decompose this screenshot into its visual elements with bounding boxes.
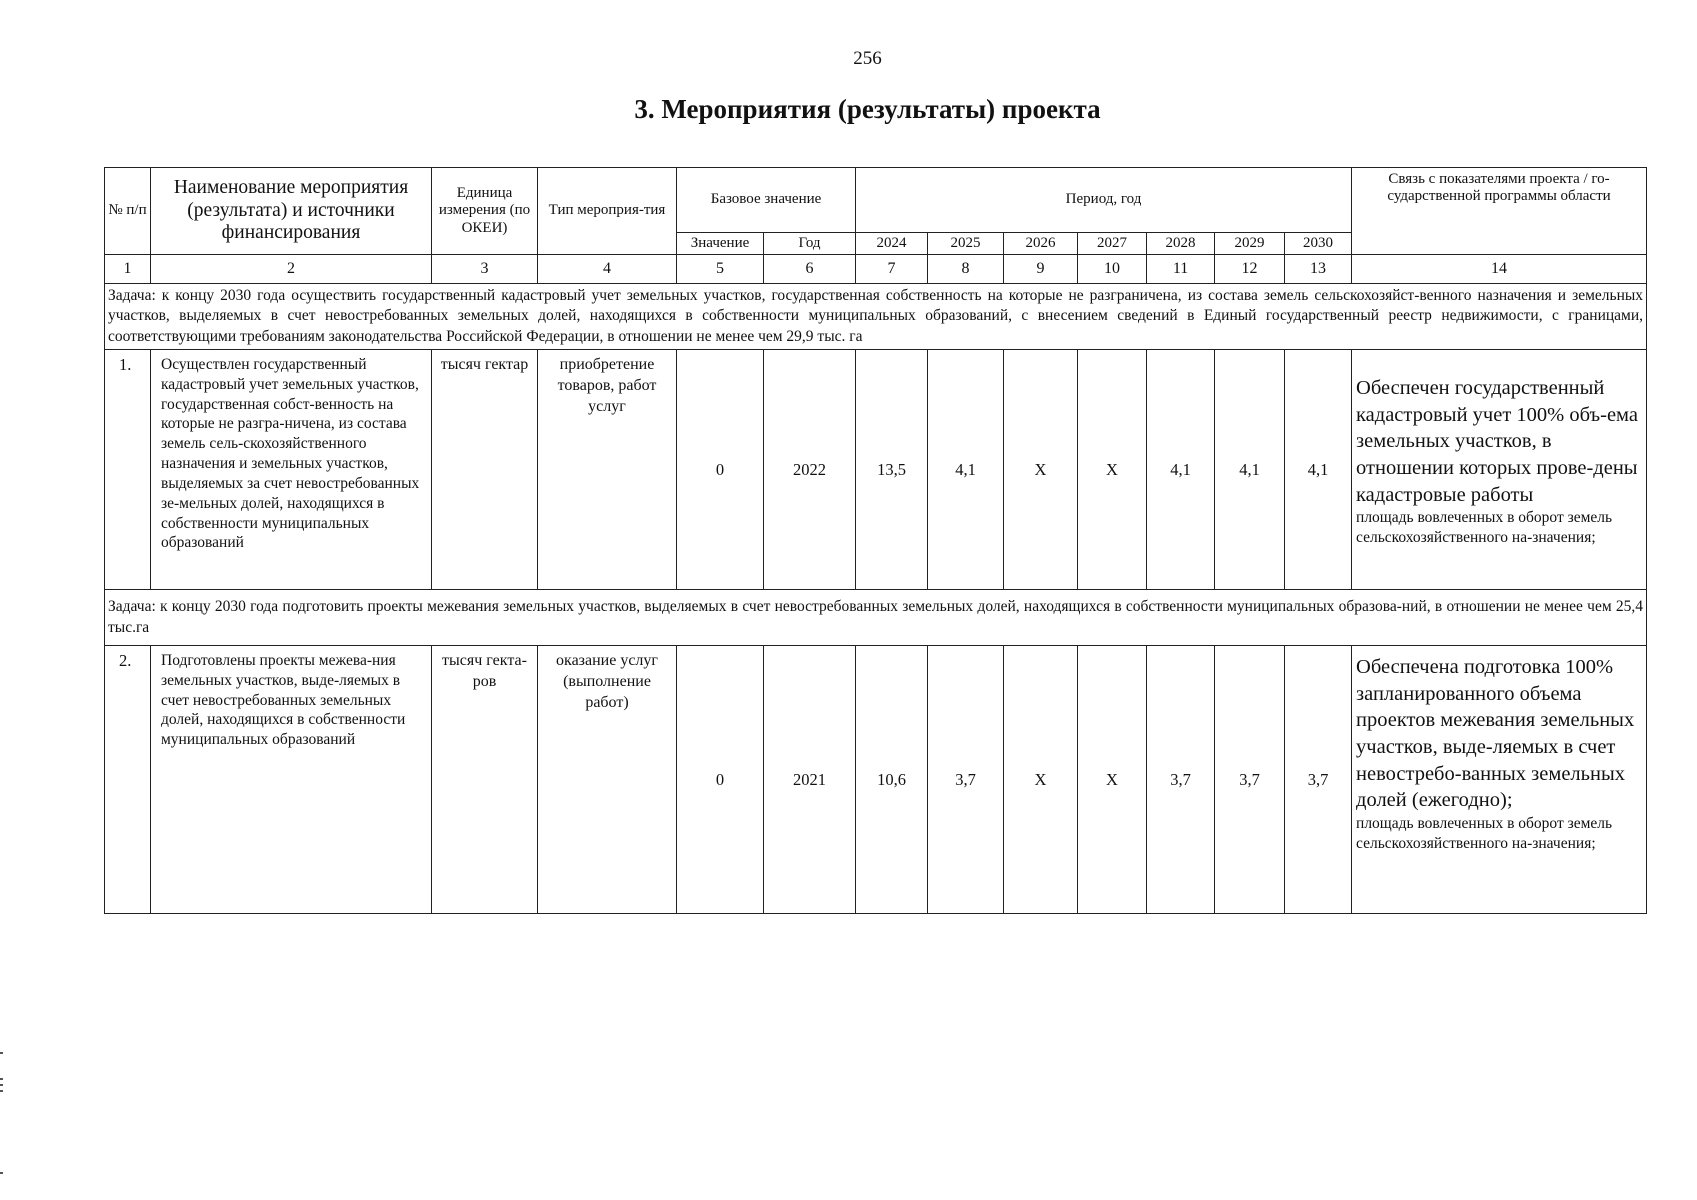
relation-main: Обеспечена подготовка 100% запланированного объема проектов межевания земельных участков, выде-ляемых в счет невостребо-ванных земельных долей (ежегодно); [1356, 656, 1635, 812]
page-number: 256 [853, 48, 882, 69]
column-number: 14 [1352, 255, 1647, 284]
column-number: 8 [928, 255, 1004, 284]
header-base-year: Год [764, 233, 856, 255]
column-number: 11 [1147, 255, 1215, 284]
year-value: Х [1004, 646, 1078, 914]
row-number: 2. [105, 646, 151, 914]
task-row [105, 590, 1647, 646]
header-year: 2028 [1147, 233, 1215, 255]
scan-mark [0, 1090, 3, 1092]
header-year: 2027 [1078, 233, 1147, 255]
measure-name: Осуществлен государственный кадастровый учет земельных участков, государственная собст-венность на которые не разгра-ничена, из состава земель сель-скохозяйственного назначения и земельных участков, выделяемых за счет невостребованных зе-мельных долей, находящихся в собственности муниципальных образований [151, 350, 432, 590]
column-numbers-row [105, 255, 1647, 284]
year-value: 10,6 [856, 646, 928, 914]
scan-mark [0, 1084, 3, 1086]
column-number: 13 [1285, 255, 1352, 284]
year-value: 13,5 [856, 350, 928, 590]
year-value: Х [1078, 350, 1147, 590]
header-base-value: Значение [677, 233, 764, 255]
column-number: 7 [856, 255, 928, 284]
year-value: 3,7 [928, 646, 1004, 914]
task-row [105, 284, 1647, 350]
scan-mark [0, 1078, 3, 1080]
measure-type: приобретение товаров, работ услуг [538, 350, 677, 590]
page-title: 3. Мероприятия (результаты) проекта [634, 94, 1101, 124]
scan-mark [0, 1172, 3, 1174]
year-value: 4,1 [1147, 350, 1215, 590]
header-year: 2025 [928, 233, 1004, 255]
year-value: 4,1 [928, 350, 1004, 590]
column-number: 4 [538, 255, 677, 284]
year-value: 3,7 [1215, 646, 1285, 914]
column-number: 10 [1078, 255, 1147, 284]
header-name: Наименование мероприятия (результата) и источники финансирования [151, 168, 432, 255]
row-number: 1. [105, 350, 151, 590]
relation-sub: площадь вовлеченных в оборот земель сельскохозяйственного на-значения; [1356, 814, 1613, 852]
header-type: Тип мероприя-тия [538, 168, 677, 255]
year-value: 3,7 [1147, 646, 1215, 914]
header-num: № п/п [105, 168, 151, 255]
column-number: 3 [432, 255, 538, 284]
task-text: Задача: к концу 2030 года подготовить проекты межевания земельных участков, выделяемых в счет невостребованных земельных долей, находящихся в собственности муниципальных образова-ний, в отношении не менее чем 25,4 тыс.га [105, 590, 1647, 646]
table-row [105, 350, 1647, 590]
header-base: Базовое значение [677, 168, 856, 233]
relation-cell [1352, 350, 1647, 590]
header-year: 2029 [1215, 233, 1285, 255]
header-period: Период, год [856, 168, 1352, 233]
column-number: 2 [151, 255, 432, 284]
year-value: Х [1078, 646, 1147, 914]
year-value: 4,1 [1215, 350, 1285, 590]
header-relation: Связь с показателями проекта / го-сударственной программы области [1352, 168, 1647, 255]
relation-cell [1352, 646, 1647, 914]
base-value: 0 [677, 350, 764, 590]
task-text: Задача: к концу 2030 года осуществить государственный кадастровый учет земельных участков, государственная собственность на которые не разграничена, из состава земель сельскохозяйст-венного назначения и земельных участков, выделяемых в счет невостребованных земельных долей, находящихся в собственности муниципальных образований, с внесением сведений в Единый государственный реестр недвижимости, с границами, соответствующими требованиям законодательства Российской Федерации, в отношении не менее чем 29,9 тыс. га [105, 284, 1647, 350]
measure-unit: тысяч гектар [432, 350, 538, 590]
column-number: 12 [1215, 255, 1285, 284]
relation-main: Обеспечен государственный кадастровый учет 100% объ-ема земельных участков, в отношении которых прове-дены кадастровые работы [1356, 377, 1638, 506]
year-value: 4,1 [1285, 350, 1352, 590]
measure-name: Подготовлены проекты межева-ния земельных участков, выде-ляемых в счет невостребованных земельных долей, находящихся в собственности муниципальных образований [151, 646, 432, 914]
header-year: 2030 [1285, 233, 1352, 255]
header-year: 2024 [856, 233, 928, 255]
measure-unit: тысяч гекта-ров [432, 646, 538, 914]
header-unit: Единица измерения (по ОКЕИ) [432, 168, 538, 255]
column-number: 6 [764, 255, 856, 284]
measure-type: оказание услуг (выполнение работ) [538, 646, 677, 914]
measures-table [104, 167, 1647, 914]
header-row-1 [105, 168, 1647, 233]
year-value: Х [1004, 350, 1078, 590]
column-number: 5 [677, 255, 764, 284]
table-row [105, 646, 1647, 914]
year-value: 3,7 [1285, 646, 1352, 914]
header-year: 2026 [1004, 233, 1078, 255]
column-number: 9 [1004, 255, 1078, 284]
scan-mark [0, 1052, 3, 1054]
base-year: 2021 [764, 646, 856, 914]
base-year: 2022 [764, 350, 856, 590]
base-value: 0 [677, 646, 764, 914]
relation-sub: площадь вовлеченных в оборот земель сельскохозяйственного на-значения; [1356, 509, 1613, 547]
column-number: 1 [105, 255, 151, 284]
